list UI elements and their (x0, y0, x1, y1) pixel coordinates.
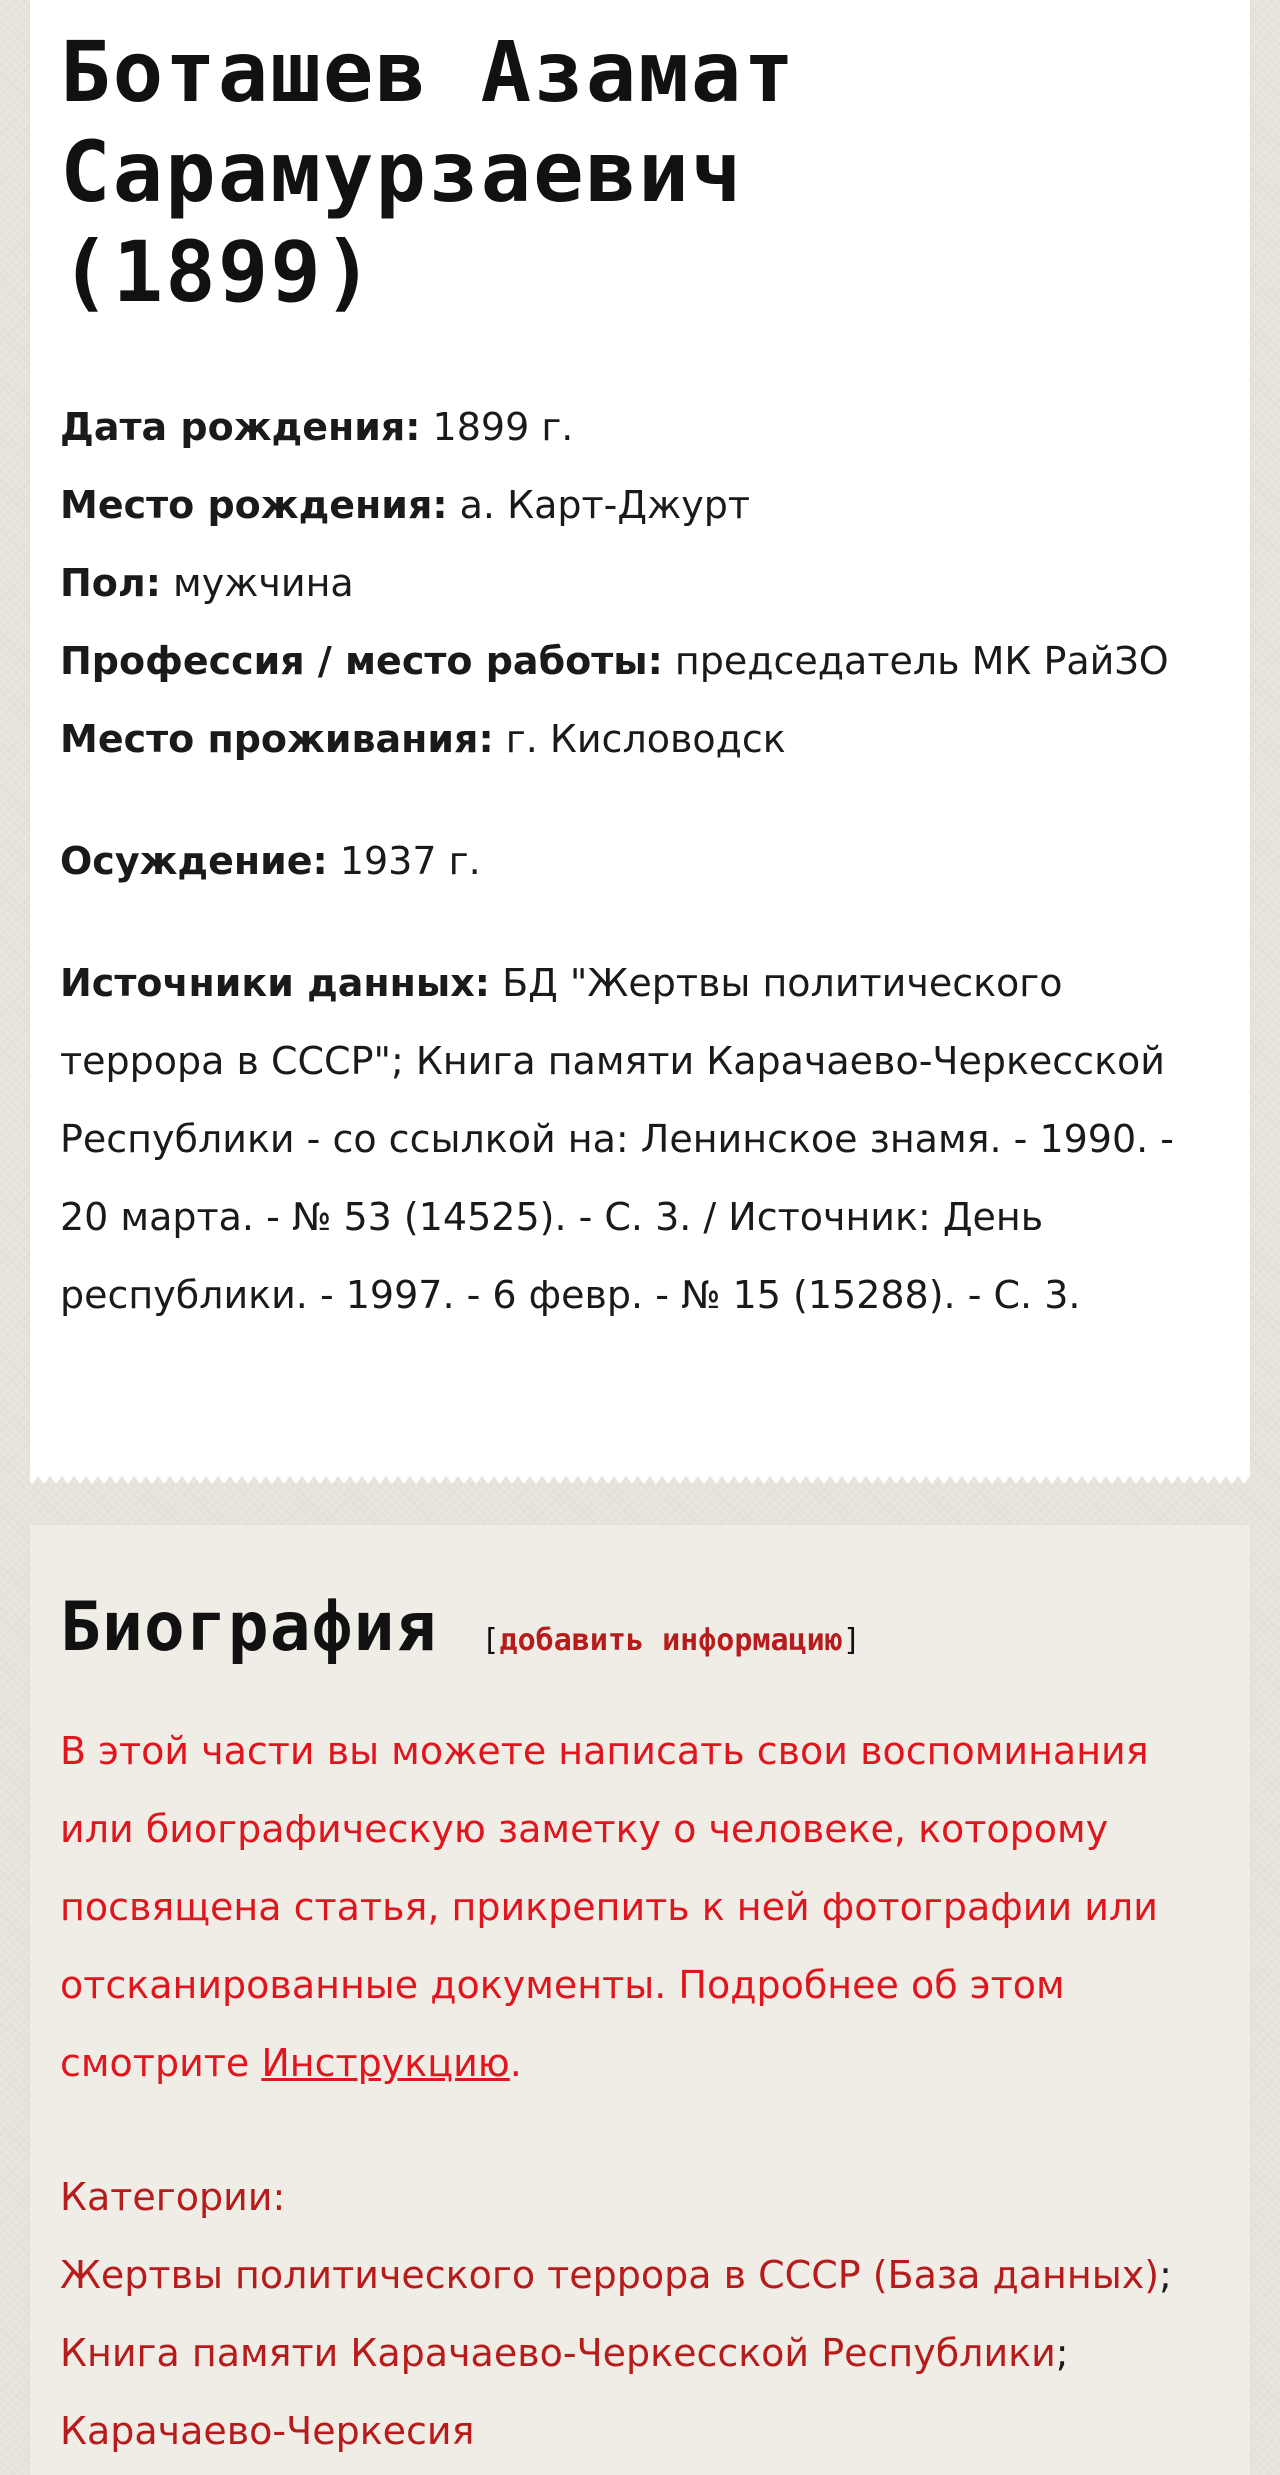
field-value: председатель МК РайЗО (674, 639, 1169, 683)
field-conviction (60, 822, 1190, 900)
field-profession (60, 622, 1190, 700)
category-link-memory-book[interactable]: Книга памяти Карачаево-Черкесской Республики (60, 2331, 1056, 2375)
title-line-surname: Боташев Азамат (60, 23, 797, 121)
field-value: 1899 г. (432, 405, 574, 449)
category-link-kchr[interactable]: Карачаево-Черкесия (60, 2409, 475, 2453)
biography-title: Биография (60, 1588, 438, 1667)
add-info-wrapper (481, 1623, 860, 1658)
biography-text (60, 1712, 1190, 2102)
add-info-link[interactable]: добавить информацию (499, 1623, 843, 1658)
field-label: Осуждение: (60, 839, 328, 883)
instruction-link[interactable]: Инструкцию (261, 2041, 510, 2085)
field-label: Источники данных: (60, 961, 490, 1005)
field-residence (60, 700, 1190, 778)
field-label: Место рождения: (60, 483, 448, 527)
field-label: Дата рождения: (60, 405, 421, 449)
field-birth-date (60, 388, 1190, 466)
categories-label: Категории: (60, 2175, 286, 2219)
field-sources (60, 944, 1190, 1334)
field-birth-place (60, 466, 1190, 544)
page-title (60, 22, 1180, 322)
spacer (60, 778, 1190, 822)
spacer (60, 900, 1190, 944)
bracket-close: ] (842, 1623, 861, 1658)
field-value: БД "Жертвы политического террора в СССР"; Книга памяти Карачаево-Черкесской Республики - со ссылкой на: Ленинское знамя. - 1990. - 20 марта. - № 53 (14525). - С. 3. / Источник: День республики. - 1997. - 6 февр. - № 15 (15288). - С. 3. (60, 961, 1175, 1317)
title-line-patronymic: Сарамурзаевич (60, 123, 744, 221)
person-details (60, 388, 1190, 1334)
bracket-open: [ (481, 1623, 500, 1658)
field-label: Место проживания: (60, 717, 494, 761)
biography-header (60, 1588, 1190, 1667)
categories (60, 2158, 1190, 2470)
category-row (60, 2314, 1190, 2392)
field-label: Профессия / место работы: (60, 639, 663, 683)
field-value: г. Кисловодск (505, 717, 786, 761)
biography-period: . (509, 2041, 522, 2085)
category-row (60, 2236, 1190, 2314)
field-label: Пол: (60, 561, 161, 605)
field-value: а. Карт-Джурт (459, 483, 750, 527)
field-value: 1937 г. (339, 839, 481, 883)
biography-intro: В этой части вы можете написать свои воспоминания или биографическую заметку о человеке, которому посвящена статья, прикрепить к ней фотографии или отсканированные документы. Подробнее об этом смотрите (60, 1729, 1158, 2085)
category-row (60, 2392, 1190, 2470)
card-torn-edge (30, 1470, 1250, 1486)
category-link-terror-db[interactable]: Жертвы политического террора в СССР (База данных) (60, 2253, 1160, 2297)
category-separator: ; (1055, 2331, 1069, 2375)
category-separator: ; (1159, 2253, 1172, 2297)
title-line-year: (1899) (60, 223, 376, 321)
field-gender (60, 544, 1190, 622)
field-value: мужчина (173, 561, 354, 605)
